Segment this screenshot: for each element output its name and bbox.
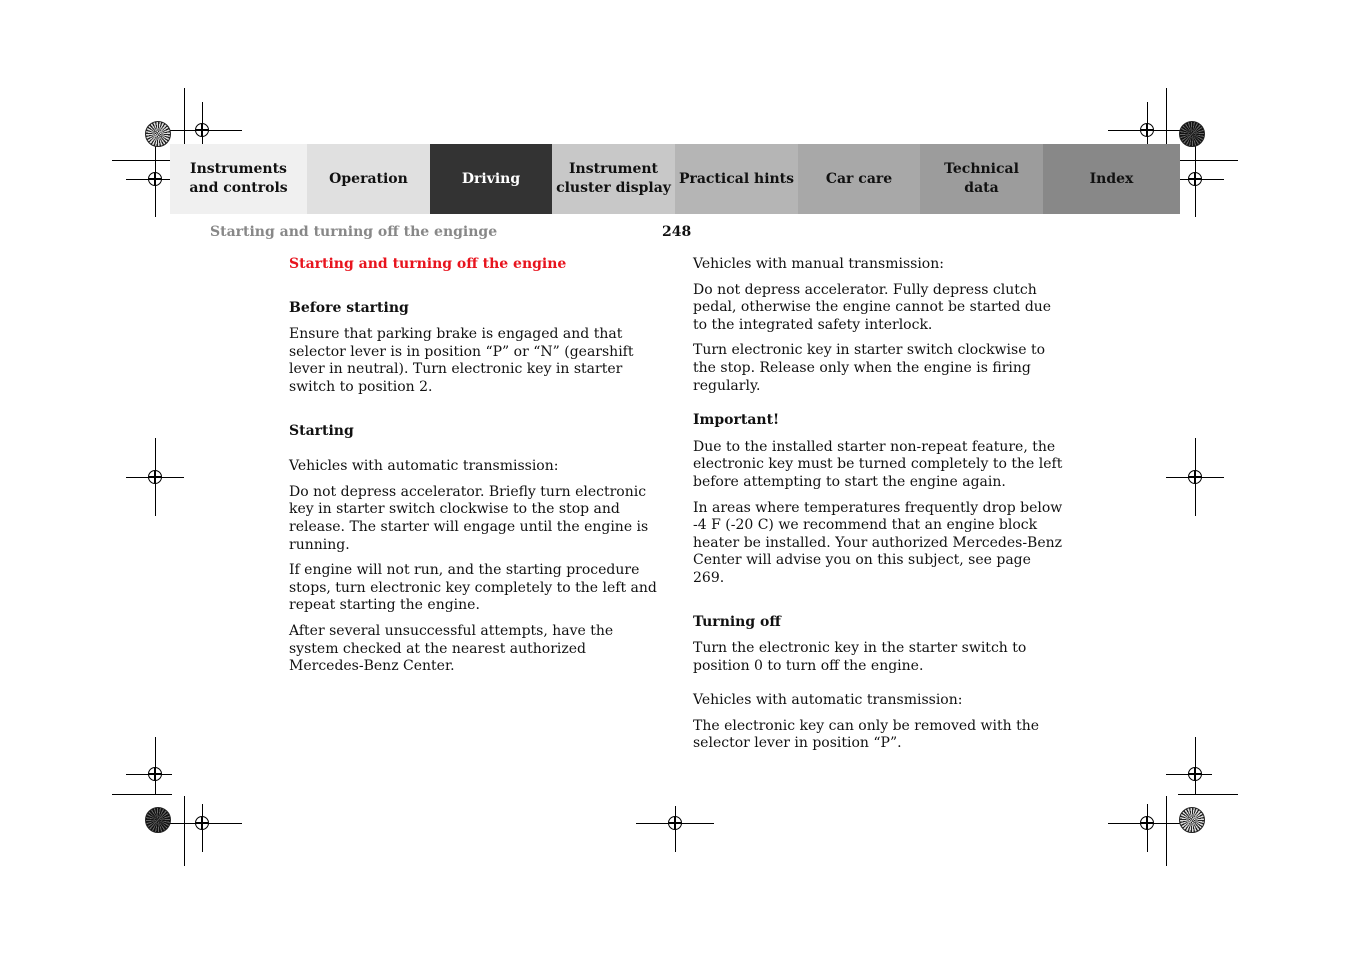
left-column xyxy=(289,256,659,684)
automatic-intro: Vehicles with automatic transmission: xyxy=(289,458,559,475)
important-heading: Important! xyxy=(693,412,780,429)
tab-practical-hints[interactable]: Practical hints xyxy=(675,144,798,214)
running-title: Starting and turning off the enginge xyxy=(210,224,498,240)
tab-technical-data[interactable]: Technical data xyxy=(920,144,1043,214)
tab-driving[interactable]: Driving xyxy=(430,144,552,214)
tab-instrument-cluster-display[interactable]: Instrument cluster display xyxy=(552,144,675,214)
before-starting-heading: Before starting xyxy=(289,299,409,316)
right-column xyxy=(693,256,1065,761)
tab-car-care[interactable]: Car care xyxy=(798,144,920,214)
manual-intro: Vehicles with manual transmission: xyxy=(693,256,944,272)
key-removal-text: The electronic key can only be removed with the selector lever in position “P”. xyxy=(693,717,1040,752)
section-title: Starting and turning off the engine xyxy=(289,256,567,272)
before-starting-text: Ensure that parking brake is engaged and that selector lever is in position “P” or “N” (gearshift lever in neutral). Turn electronic key in starter switch to position 2. xyxy=(289,326,634,395)
unsuccessful-attempts-text: After several unsuccessful attempts, have the system checked at the nearest authorized Mercedes-Benz Center. xyxy=(289,622,614,675)
color-wheel-icon xyxy=(1179,121,1205,147)
color-wheel-icon xyxy=(145,121,171,147)
automatic-start-text: Do not depress accelerator. Briefly turn electronic key in starter switch clockwise to the stop and release. The starter will engage until the engine is running. xyxy=(289,483,649,553)
turning-off-heading: Turning off xyxy=(693,613,781,630)
engine-not-run-text: If engine will not run, and the starting procedure stops, turn electronic key completely to the left and repeat starting the engine. xyxy=(289,562,657,614)
page-number: 248 xyxy=(662,224,692,240)
section-tabs xyxy=(170,144,1180,214)
key-turn-text: Turn electronic key in starter switch clockwise to the stop. Release only when the engine is firing regularly. xyxy=(693,342,1045,394)
color-wheel-icon xyxy=(1179,807,1205,833)
tab-index[interactable]: Index xyxy=(1043,144,1180,214)
automatic-intro-2: Vehicles with automatic transmission: xyxy=(693,692,963,709)
temperature-text: In areas where temperatures frequently drop below -4 F (-20 C) we recommend that an engine block heater be installed. Your authorized Mercedes-Benz Center will advise you on this subject, see page 269. xyxy=(693,499,1063,586)
color-wheel-icon xyxy=(145,807,171,833)
turning-off-text: Turn the electronic key in the starter switch to position 0 to turn off the engine. xyxy=(693,640,1027,674)
important-text: Due to the installed starter non-repeat feature, the electronic key must be turned completely to the left before attempting to start the engine again. xyxy=(693,438,1063,490)
tab-operation[interactable]: Operation xyxy=(307,144,430,214)
starting-heading: Starting xyxy=(289,422,354,439)
tab-instruments-and-controls[interactable]: Instruments and controls xyxy=(170,144,307,214)
manual-text: Do not depress accelerator. Fully depress clutch pedal, otherwise the engine cannot be started due to the integrated safety interlock. xyxy=(693,281,1052,333)
